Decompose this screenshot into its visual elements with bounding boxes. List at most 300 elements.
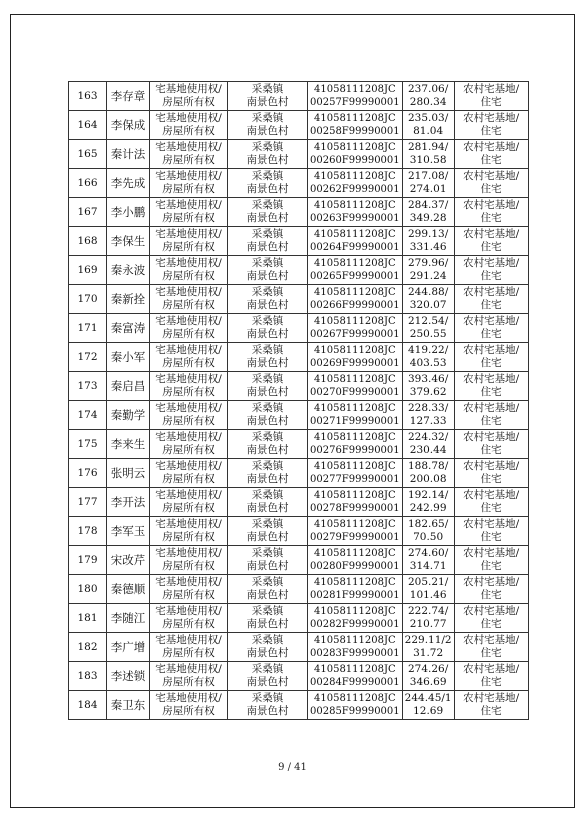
row-index-cell: 170 — [69, 285, 107, 314]
right-type-cell-line: 房屋所有权 — [162, 560, 215, 572]
area-cell — [402, 691, 454, 720]
area-cell-line: 310.58 — [409, 154, 447, 166]
parcel-code-cell-line: 00258F99990001 — [310, 126, 400, 137]
land-use-cell — [454, 575, 528, 604]
area-cell-line: 279.96/ — [408, 257, 449, 269]
land-use-cell — [454, 343, 528, 372]
right-type-cell-line: 宅基地使用权/ — [155, 228, 222, 240]
owner-name-cell: 李述锁 — [107, 662, 150, 691]
location-cell-line: 南景色村 — [246, 212, 289, 224]
row-index-cell: 180 — [69, 575, 107, 604]
land-use-cell-line: 住宅 — [480, 705, 502, 717]
area-cell — [402, 140, 454, 169]
location-cell — [228, 488, 308, 517]
land-use-cell-line: 农村宅基地/ — [463, 547, 520, 559]
parcel-code-cell-line: 41058111208JC — [314, 316, 396, 327]
table-row — [69, 546, 529, 575]
location-cell-line: 采桑镇 — [251, 605, 284, 617]
owner-name-cell: 张明云 — [107, 459, 150, 488]
parcel-code-cell-line: 00264F99990001 — [310, 242, 400, 253]
location-cell — [228, 227, 308, 256]
area-cell-line: 188.78/ — [408, 460, 449, 472]
land-use-cell-line: 农村宅基地/ — [463, 228, 520, 240]
owner-name-cell: 李军玉 — [107, 517, 150, 546]
parcel-code-cell-line: 00276F99990001 — [310, 445, 400, 456]
right-type-cell-line: 宅基地使用权/ — [155, 663, 222, 675]
location-cell — [228, 430, 308, 459]
row-index-cell: 184 — [69, 691, 107, 720]
parcel-code-cell — [308, 546, 403, 575]
right-type-cell — [150, 285, 228, 314]
owner-name-cell: 秦启昌 — [107, 372, 150, 401]
land-use-cell-line: 住宅 — [480, 560, 502, 572]
parcel-code-cell-line: 00283F99990001 — [310, 648, 400, 659]
right-type-cell-line: 房屋所有权 — [162, 125, 215, 137]
land-use-cell-line: 农村宅基地/ — [463, 692, 520, 704]
area-cell — [402, 633, 454, 662]
land-use-cell-line: 住宅 — [480, 154, 502, 166]
records-table-body — [69, 82, 529, 720]
parcel-code-cell — [308, 575, 403, 604]
parcel-code-cell-line: 00270F99990001 — [310, 387, 400, 398]
right-type-cell-line: 宅基地使用权/ — [155, 257, 222, 269]
land-use-cell-line: 住宅 — [480, 618, 502, 630]
area-cell-line: 346.69 — [409, 676, 447, 688]
area-cell-line: 12.69 — [413, 705, 444, 717]
parcel-code-cell — [308, 691, 403, 720]
land-use-cell-line: 农村宅基地/ — [463, 460, 520, 472]
table-row — [69, 662, 529, 691]
location-cell-line: 南景色村 — [246, 618, 289, 630]
parcel-code-cell-line: 41058111208JC — [314, 142, 396, 153]
row-index-cell: 171 — [69, 314, 107, 343]
owner-name-cell: 秦卫东 — [107, 691, 150, 720]
location-cell-line: 南景色村 — [246, 502, 289, 514]
area-cell — [402, 314, 454, 343]
land-use-cell-line: 农村宅基地/ — [463, 431, 520, 443]
parcel-code-cell — [308, 198, 403, 227]
area-cell — [402, 575, 454, 604]
right-type-cell — [150, 198, 228, 227]
right-type-cell-line: 房屋所有权 — [162, 270, 215, 282]
table-row — [69, 314, 529, 343]
right-type-cell-line: 宅基地使用权/ — [155, 431, 222, 443]
area-cell-line: 222.74/ — [408, 605, 449, 617]
parcel-code-cell-line: 00278F99990001 — [310, 503, 400, 514]
right-type-cell — [150, 575, 228, 604]
right-type-cell — [150, 343, 228, 372]
land-use-cell — [454, 430, 528, 459]
area-cell-line: 228.33/ — [408, 402, 449, 414]
location-cell-line: 南景色村 — [246, 96, 289, 108]
area-cell-line: 200.08 — [409, 473, 447, 485]
right-type-cell-line: 宅基地使用权/ — [155, 576, 222, 588]
location-cell-line: 采桑镇 — [251, 257, 284, 269]
table-row — [69, 198, 529, 227]
parcel-code-cell-line: 41058111208JC — [314, 490, 396, 501]
location-cell — [228, 575, 308, 604]
land-use-cell-line: 住宅 — [480, 415, 502, 427]
land-use-cell-line: 农村宅基地/ — [463, 141, 520, 153]
area-cell-line: 281.94/ — [408, 141, 449, 153]
location-cell — [228, 111, 308, 140]
parcel-code-cell-line: 41058111208JC — [314, 606, 396, 617]
area-cell-line: 31.72 — [413, 647, 444, 659]
location-cell-line: 采桑镇 — [251, 460, 284, 472]
land-use-cell — [454, 546, 528, 575]
area-cell — [402, 343, 454, 372]
location-cell-line: 采桑镇 — [251, 286, 284, 298]
right-type-cell — [150, 691, 228, 720]
right-type-cell-line: 房屋所有权 — [162, 241, 215, 253]
row-index-cell: 174 — [69, 401, 107, 430]
parcel-code-cell-line: 41058111208JC — [314, 345, 396, 356]
area-cell-line: 229.11/2 — [404, 634, 452, 646]
land-use-cell — [454, 227, 528, 256]
table-row — [69, 401, 529, 430]
land-use-cell-line: 农村宅基地/ — [463, 576, 520, 588]
land-use-cell — [454, 517, 528, 546]
row-index-cell: 175 — [69, 430, 107, 459]
table-row — [69, 633, 529, 662]
area-cell-line: 274.60/ — [408, 547, 449, 559]
right-type-cell — [150, 111, 228, 140]
location-cell-line: 南景色村 — [246, 415, 289, 427]
area-cell — [402, 111, 454, 140]
owner-name-cell: 李开法 — [107, 488, 150, 517]
area-cell-line: 244.88/ — [408, 286, 449, 298]
right-type-cell-line: 房屋所有权 — [162, 531, 215, 543]
parcel-code-cell-line: 00280F99990001 — [310, 561, 400, 572]
location-cell-line: 采桑镇 — [251, 663, 284, 675]
land-use-cell-line: 住宅 — [480, 444, 502, 456]
right-type-cell-line: 宅基地使用权/ — [155, 170, 222, 182]
right-type-cell-line: 宅基地使用权/ — [155, 489, 222, 501]
location-cell-line: 采桑镇 — [251, 373, 284, 385]
land-use-cell — [454, 256, 528, 285]
table-row — [69, 430, 529, 459]
location-cell-line: 采桑镇 — [251, 112, 284, 124]
location-cell — [228, 633, 308, 662]
location-cell-line: 南景色村 — [246, 154, 289, 166]
right-type-cell-line: 宅基地使用权/ — [155, 518, 222, 530]
location-cell-line: 采桑镇 — [251, 547, 284, 559]
area-cell-line: 320.07 — [409, 299, 447, 311]
owner-name-cell: 李来生 — [107, 430, 150, 459]
right-type-cell-line: 房屋所有权 — [162, 328, 215, 340]
table-row — [69, 575, 529, 604]
land-use-cell-line: 农村宅基地/ — [463, 402, 520, 414]
row-index-cell: 165 — [69, 140, 107, 169]
location-cell-line: 南景色村 — [246, 241, 289, 253]
parcel-code-cell-line: 41058111208JC — [314, 374, 396, 385]
location-cell — [228, 140, 308, 169]
area-cell — [402, 459, 454, 488]
table-row — [69, 691, 529, 720]
location-cell — [228, 546, 308, 575]
area-cell-line: 205.21/ — [408, 576, 449, 588]
land-use-cell — [454, 662, 528, 691]
table-row — [69, 111, 529, 140]
owner-name-cell: 秦永波 — [107, 256, 150, 285]
land-use-cell-line: 住宅 — [480, 241, 502, 253]
right-type-cell-line: 房屋所有权 — [162, 473, 215, 485]
land-use-cell-line: 住宅 — [480, 212, 502, 224]
land-use-cell-line: 农村宅基地/ — [463, 83, 520, 95]
location-cell-line: 南景色村 — [246, 589, 289, 601]
location-cell-line: 南景色村 — [246, 531, 289, 543]
owner-name-cell: 李随江 — [107, 604, 150, 633]
parcel-code-cell-line: 00269F99990001 — [310, 358, 400, 369]
land-use-cell-line: 农村宅基地/ — [463, 286, 520, 298]
location-cell-line: 南景色村 — [246, 183, 289, 195]
row-index-cell: 169 — [69, 256, 107, 285]
parcel-code-cell-line: 00279F99990001 — [310, 532, 400, 543]
owner-name-cell: 李存章 — [107, 82, 150, 111]
land-use-cell — [454, 314, 528, 343]
land-use-cell — [454, 198, 528, 227]
parcel-code-cell-line: 41058111208JC — [314, 113, 396, 124]
right-type-cell — [150, 140, 228, 169]
land-use-cell — [454, 372, 528, 401]
area-cell-line: 235.03/ — [408, 112, 449, 124]
land-use-cell-line: 住宅 — [480, 502, 502, 514]
right-type-cell — [150, 633, 228, 662]
area-cell — [402, 401, 454, 430]
right-type-cell — [150, 488, 228, 517]
table-row — [69, 517, 529, 546]
location-cell-line: 南景色村 — [246, 299, 289, 311]
parcel-code-cell-line: 41058111208JC — [314, 693, 396, 704]
table-row — [69, 169, 529, 198]
row-index-cell: 176 — [69, 459, 107, 488]
land-use-cell-line: 住宅 — [480, 125, 502, 137]
parcel-code-cell-line: 41058111208JC — [314, 577, 396, 588]
row-index-cell: 178 — [69, 517, 107, 546]
right-type-cell — [150, 604, 228, 633]
parcel-code-cell-line: 00262F99990001 — [310, 184, 400, 195]
location-cell-line: 采桑镇 — [251, 83, 284, 95]
land-use-cell-line: 住宅 — [480, 647, 502, 659]
parcel-code-cell — [308, 662, 403, 691]
location-cell-line: 采桑镇 — [251, 344, 284, 356]
right-type-cell-line: 宅基地使用权/ — [155, 460, 222, 472]
parcel-code-cell-line: 41058111208JC — [314, 229, 396, 240]
parcel-code-cell — [308, 372, 403, 401]
parcel-code-cell — [308, 285, 403, 314]
row-index-cell: 163 — [69, 82, 107, 111]
parcel-code-cell — [308, 401, 403, 430]
parcel-code-cell — [308, 314, 403, 343]
land-use-cell — [454, 604, 528, 633]
table-row — [69, 82, 529, 111]
right-type-cell — [150, 314, 228, 343]
area-cell — [402, 82, 454, 111]
area-cell-line: 70.50 — [413, 531, 444, 543]
owner-name-cell: 李保生 — [107, 227, 150, 256]
area-cell-line: 274.26/ — [408, 663, 449, 675]
parcel-code-cell-line: 41058111208JC — [314, 171, 396, 182]
location-cell-line: 南景色村 — [246, 125, 289, 137]
location-cell-line: 采桑镇 — [251, 692, 284, 704]
area-cell-line: 291.24 — [409, 270, 447, 282]
parcel-code-cell-line: 41058111208JC — [314, 461, 396, 472]
land-use-cell — [454, 82, 528, 111]
land-use-cell — [454, 401, 528, 430]
parcel-code-cell — [308, 604, 403, 633]
area-cell-line: 299.13/ — [408, 228, 449, 240]
land-use-cell-line: 住宅 — [480, 531, 502, 543]
right-type-cell — [150, 227, 228, 256]
right-type-cell — [150, 256, 228, 285]
area-cell — [402, 285, 454, 314]
location-cell-line: 采桑镇 — [251, 489, 284, 501]
right-type-cell-line: 宅基地使用权/ — [155, 315, 222, 327]
location-cell-line: 南景色村 — [246, 270, 289, 282]
area-cell-line: 349.28 — [409, 212, 447, 224]
parcel-code-cell-line: 41058111208JC — [314, 432, 396, 443]
parcel-code-cell-line: 41058111208JC — [314, 84, 396, 95]
area-cell-line: 182.65/ — [408, 518, 449, 530]
parcel-code-cell-line: 41058111208JC — [314, 287, 396, 298]
area-cell-line: 210.77 — [409, 618, 447, 630]
right-type-cell-line: 宅基地使用权/ — [155, 112, 222, 124]
parcel-code-cell-line: 00260F99990001 — [310, 155, 400, 166]
land-use-cell-line: 住宅 — [480, 473, 502, 485]
right-type-cell-line: 宅基地使用权/ — [155, 141, 222, 153]
table-row — [69, 488, 529, 517]
parcel-code-cell-line: 00257F99990001 — [310, 97, 400, 108]
right-type-cell-line: 房屋所有权 — [162, 183, 215, 195]
parcel-code-cell-line: 00265F99990001 — [310, 271, 400, 282]
parcel-code-cell — [308, 82, 403, 111]
location-cell-line: 南景色村 — [246, 560, 289, 572]
right-type-cell — [150, 82, 228, 111]
row-index-cell: 168 — [69, 227, 107, 256]
owner-name-cell: 秦新拴 — [107, 285, 150, 314]
owner-name-cell: 李保成 — [107, 111, 150, 140]
right-type-cell-line: 房屋所有权 — [162, 96, 215, 108]
owner-name-cell: 宋改芹 — [107, 546, 150, 575]
land-use-cell-line: 农村宅基地/ — [463, 170, 520, 182]
parcel-code-cell-line: 00277F99990001 — [310, 474, 400, 485]
area-cell-line: 419.22/ — [408, 344, 449, 356]
location-cell-line: 采桑镇 — [251, 402, 284, 414]
land-use-cell-line: 住宅 — [480, 328, 502, 340]
owner-name-cell: 李广增 — [107, 633, 150, 662]
land-use-cell-line: 住宅 — [480, 357, 502, 369]
area-cell-line: 237.06/ — [408, 83, 449, 95]
table-row — [69, 604, 529, 633]
right-type-cell-line: 宅基地使用权/ — [155, 286, 222, 298]
parcel-code-cell-line: 41058111208JC — [314, 403, 396, 414]
area-cell — [402, 169, 454, 198]
area-cell — [402, 662, 454, 691]
area-cell-line: 192.14/ — [408, 489, 449, 501]
location-cell — [228, 285, 308, 314]
page-number: 9 / 41 — [278, 762, 307, 773]
location-cell — [228, 198, 308, 227]
land-use-cell-line: 农村宅基地/ — [463, 344, 520, 356]
right-type-cell-line: 房屋所有权 — [162, 386, 215, 398]
table-row — [69, 227, 529, 256]
location-cell-line: 采桑镇 — [251, 170, 284, 182]
land-use-cell-line: 农村宅基地/ — [463, 199, 520, 211]
location-cell-line: 南景色村 — [246, 328, 289, 340]
table-row — [69, 372, 529, 401]
area-cell — [402, 227, 454, 256]
area-cell — [402, 546, 454, 575]
area-cell — [402, 430, 454, 459]
land-use-cell — [454, 111, 528, 140]
land-use-cell-line: 农村宅基地/ — [463, 489, 520, 501]
area-cell — [402, 488, 454, 517]
row-index-cell: 183 — [69, 662, 107, 691]
right-type-cell-line: 房屋所有权 — [162, 618, 215, 630]
owner-name-cell: 秦勤学 — [107, 401, 150, 430]
right-type-cell-line: 房屋所有权 — [162, 415, 215, 427]
area-cell-line: 280.34 — [409, 96, 447, 108]
right-type-cell — [150, 546, 228, 575]
row-index-cell: 177 — [69, 488, 107, 517]
parcel-code-cell-line: 00266F99990001 — [310, 300, 400, 311]
parcel-code-cell-line: 00284F99990001 — [310, 677, 400, 688]
area-cell — [402, 256, 454, 285]
land-use-cell — [454, 488, 528, 517]
table-row — [69, 459, 529, 488]
table-row — [69, 285, 529, 314]
right-type-cell-line: 房屋所有权 — [162, 357, 215, 369]
row-index-cell: 172 — [69, 343, 107, 372]
area-cell — [402, 372, 454, 401]
parcel-code-cell — [308, 169, 403, 198]
row-index-cell: 166 — [69, 169, 107, 198]
right-type-cell-line: 宅基地使用权/ — [155, 692, 222, 704]
parcel-code-cell — [308, 430, 403, 459]
right-type-cell-line: 房屋所有权 — [162, 676, 215, 688]
parcel-code-cell-line: 41058111208JC — [314, 664, 396, 675]
parcel-code-cell-line: 00285F99990001 — [310, 706, 400, 717]
location-cell — [228, 604, 308, 633]
land-use-cell — [454, 285, 528, 314]
area-cell-line: 81.04 — [413, 125, 444, 137]
area-cell-line: 217.08/ — [408, 170, 449, 182]
location-cell-line: 南景色村 — [246, 386, 289, 398]
land-use-cell-line: 住宅 — [480, 96, 502, 108]
right-type-cell-line: 房屋所有权 — [162, 589, 215, 601]
right-type-cell-line: 宅基地使用权/ — [155, 547, 222, 559]
parcel-code-cell — [308, 227, 403, 256]
area-cell-line: 101.46 — [409, 589, 447, 601]
area-cell-line: 127.33 — [409, 415, 447, 427]
location-cell-line: 南景色村 — [246, 444, 289, 456]
location-cell-line: 南景色村 — [246, 647, 289, 659]
parcel-code-cell-line: 41058111208JC — [314, 519, 396, 530]
location-cell-line: 采桑镇 — [251, 199, 284, 211]
area-cell — [402, 517, 454, 546]
location-cell-line: 采桑镇 — [251, 576, 284, 588]
location-cell — [228, 372, 308, 401]
land-use-cell-line: 住宅 — [480, 386, 502, 398]
parcel-code-cell-line: 00282F99990001 — [310, 619, 400, 630]
area-cell-line: 379.62 — [409, 386, 447, 398]
parcel-code-cell — [308, 517, 403, 546]
table-row — [69, 343, 529, 372]
owner-name-cell: 李小鹏 — [107, 198, 150, 227]
area-cell — [402, 198, 454, 227]
land-use-cell-line: 农村宅基地/ — [463, 257, 520, 269]
parcel-code-cell — [308, 111, 403, 140]
